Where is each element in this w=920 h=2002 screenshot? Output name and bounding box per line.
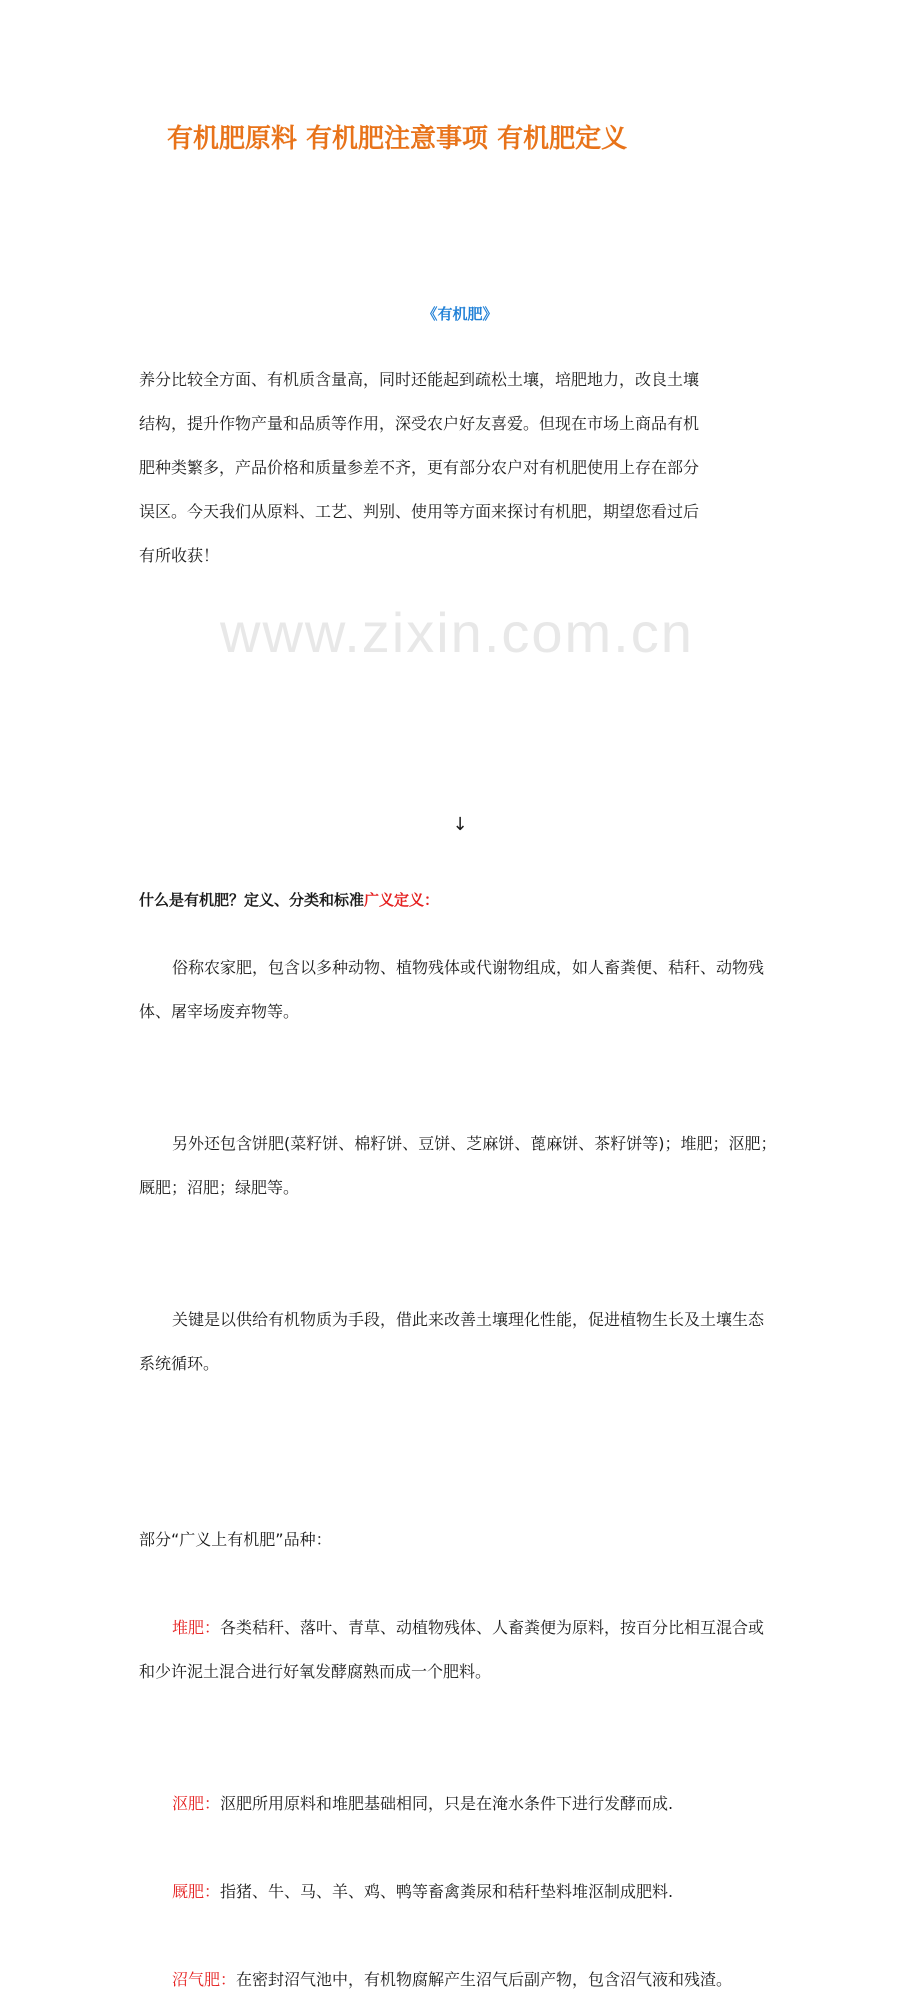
heading-main: 什么是有机肥？定义、分类和标准	[139, 891, 365, 909]
variety-text: 指猪、牛、马、羊、鸡、鸭等畜禽粪尿和秸秆垫料堆沤制成肥料.	[220, 1882, 674, 1901]
variety-text: 在密封沼气池中，有机物腐解产生沼气后副产物，包含沼气液和残渣。	[236, 1970, 733, 1989]
variety-line: 和少许泥土混合进行好氧发酵腐熟而成一个肥料。	[139, 1662, 492, 1681]
intro-paragraph	[139, 358, 789, 578]
variety-term: 堆肥：	[172, 1618, 221, 1637]
definition-line: 系统循环。	[139, 1354, 220, 1373]
down-arrow-icon: ↓	[452, 814, 468, 835]
variety-barnyard-manure	[139, 1870, 789, 1914]
variety-line	[139, 1606, 789, 1650]
intro-line: 有所收获！	[139, 546, 220, 565]
definition-paragraph-1	[139, 946, 789, 1034]
intro-line: 误区。今天我们从原料、工艺、判别、使用等方面来探讨有机肥，期望您看过后	[139, 502, 700, 521]
variety-line	[139, 1870, 789, 1914]
variety-line	[139, 1958, 789, 2002]
variety-compost	[139, 1606, 789, 1694]
section-heading	[139, 889, 920, 910]
variety-term: 沼气肥：	[172, 1970, 237, 1989]
heading-highlight: 广义定义：	[364, 891, 440, 909]
variety-line	[139, 1782, 789, 1826]
definition-line: 关键是以供给有机物质为手段，借此来改善土壤理化性能，促进植物生长及土壤生态	[172, 1310, 765, 1329]
varieties-intro-text: 部分“广义上有机肥”品种：	[139, 1530, 332, 1549]
variety-biogas-manure	[139, 1958, 789, 2002]
definition-line: 体、屠宰场废弃物等。	[139, 1002, 300, 1021]
variety-term: 厩肥：	[172, 1882, 221, 1901]
definition-line: 另外还包含饼肥(菜籽饼、棉籽饼、豆饼、芝麻饼、蓖麻饼、茶籽饼等)；堆肥；沤肥；	[172, 1134, 777, 1153]
variety-term: 沤肥：	[172, 1794, 221, 1813]
document-title: 有机肥原料 有机肥注意事项 有机肥定义	[167, 124, 628, 154]
varieties-intro	[139, 1518, 789, 1562]
variety-text: 各类秸秆、落叶、青草、动植物残体、人畜粪便为原料，按百分比相互混合或	[220, 1618, 765, 1637]
definition-paragraph-3	[139, 1298, 789, 1386]
watermark: www.zixin.com.cn	[220, 601, 694, 664]
variety-text: 沤肥所用原料和堆肥基础相同，只是在淹水条件下进行发酵而成.	[220, 1794, 674, 1813]
intro-line: 养分比较全方面、有机质含量高，同时还能起到疏松土壤，培肥地力，改良土壤	[139, 370, 700, 389]
intro-line: 肥种类繁多，产品价格和质量参差不齐，更有部分农户对有机肥使用上存在部分	[139, 458, 700, 477]
definition-paragraph-2	[139, 1122, 789, 1210]
definition-line: 厩肥；沼肥；绿肥等。	[139, 1178, 300, 1197]
variety-retting-manure	[139, 1782, 789, 1826]
intro-line: 结构，提升作物产量和品质等作用，深受农户好友喜爱。但现在市场上商品有机	[139, 414, 700, 433]
definition-line: 俗称农家肥，包含以多种动物、植物残体或代谢物组成，如人畜粪便、秸秆、动物残	[172, 958, 765, 977]
section-subtitle: 《有机肥》	[422, 305, 498, 323]
